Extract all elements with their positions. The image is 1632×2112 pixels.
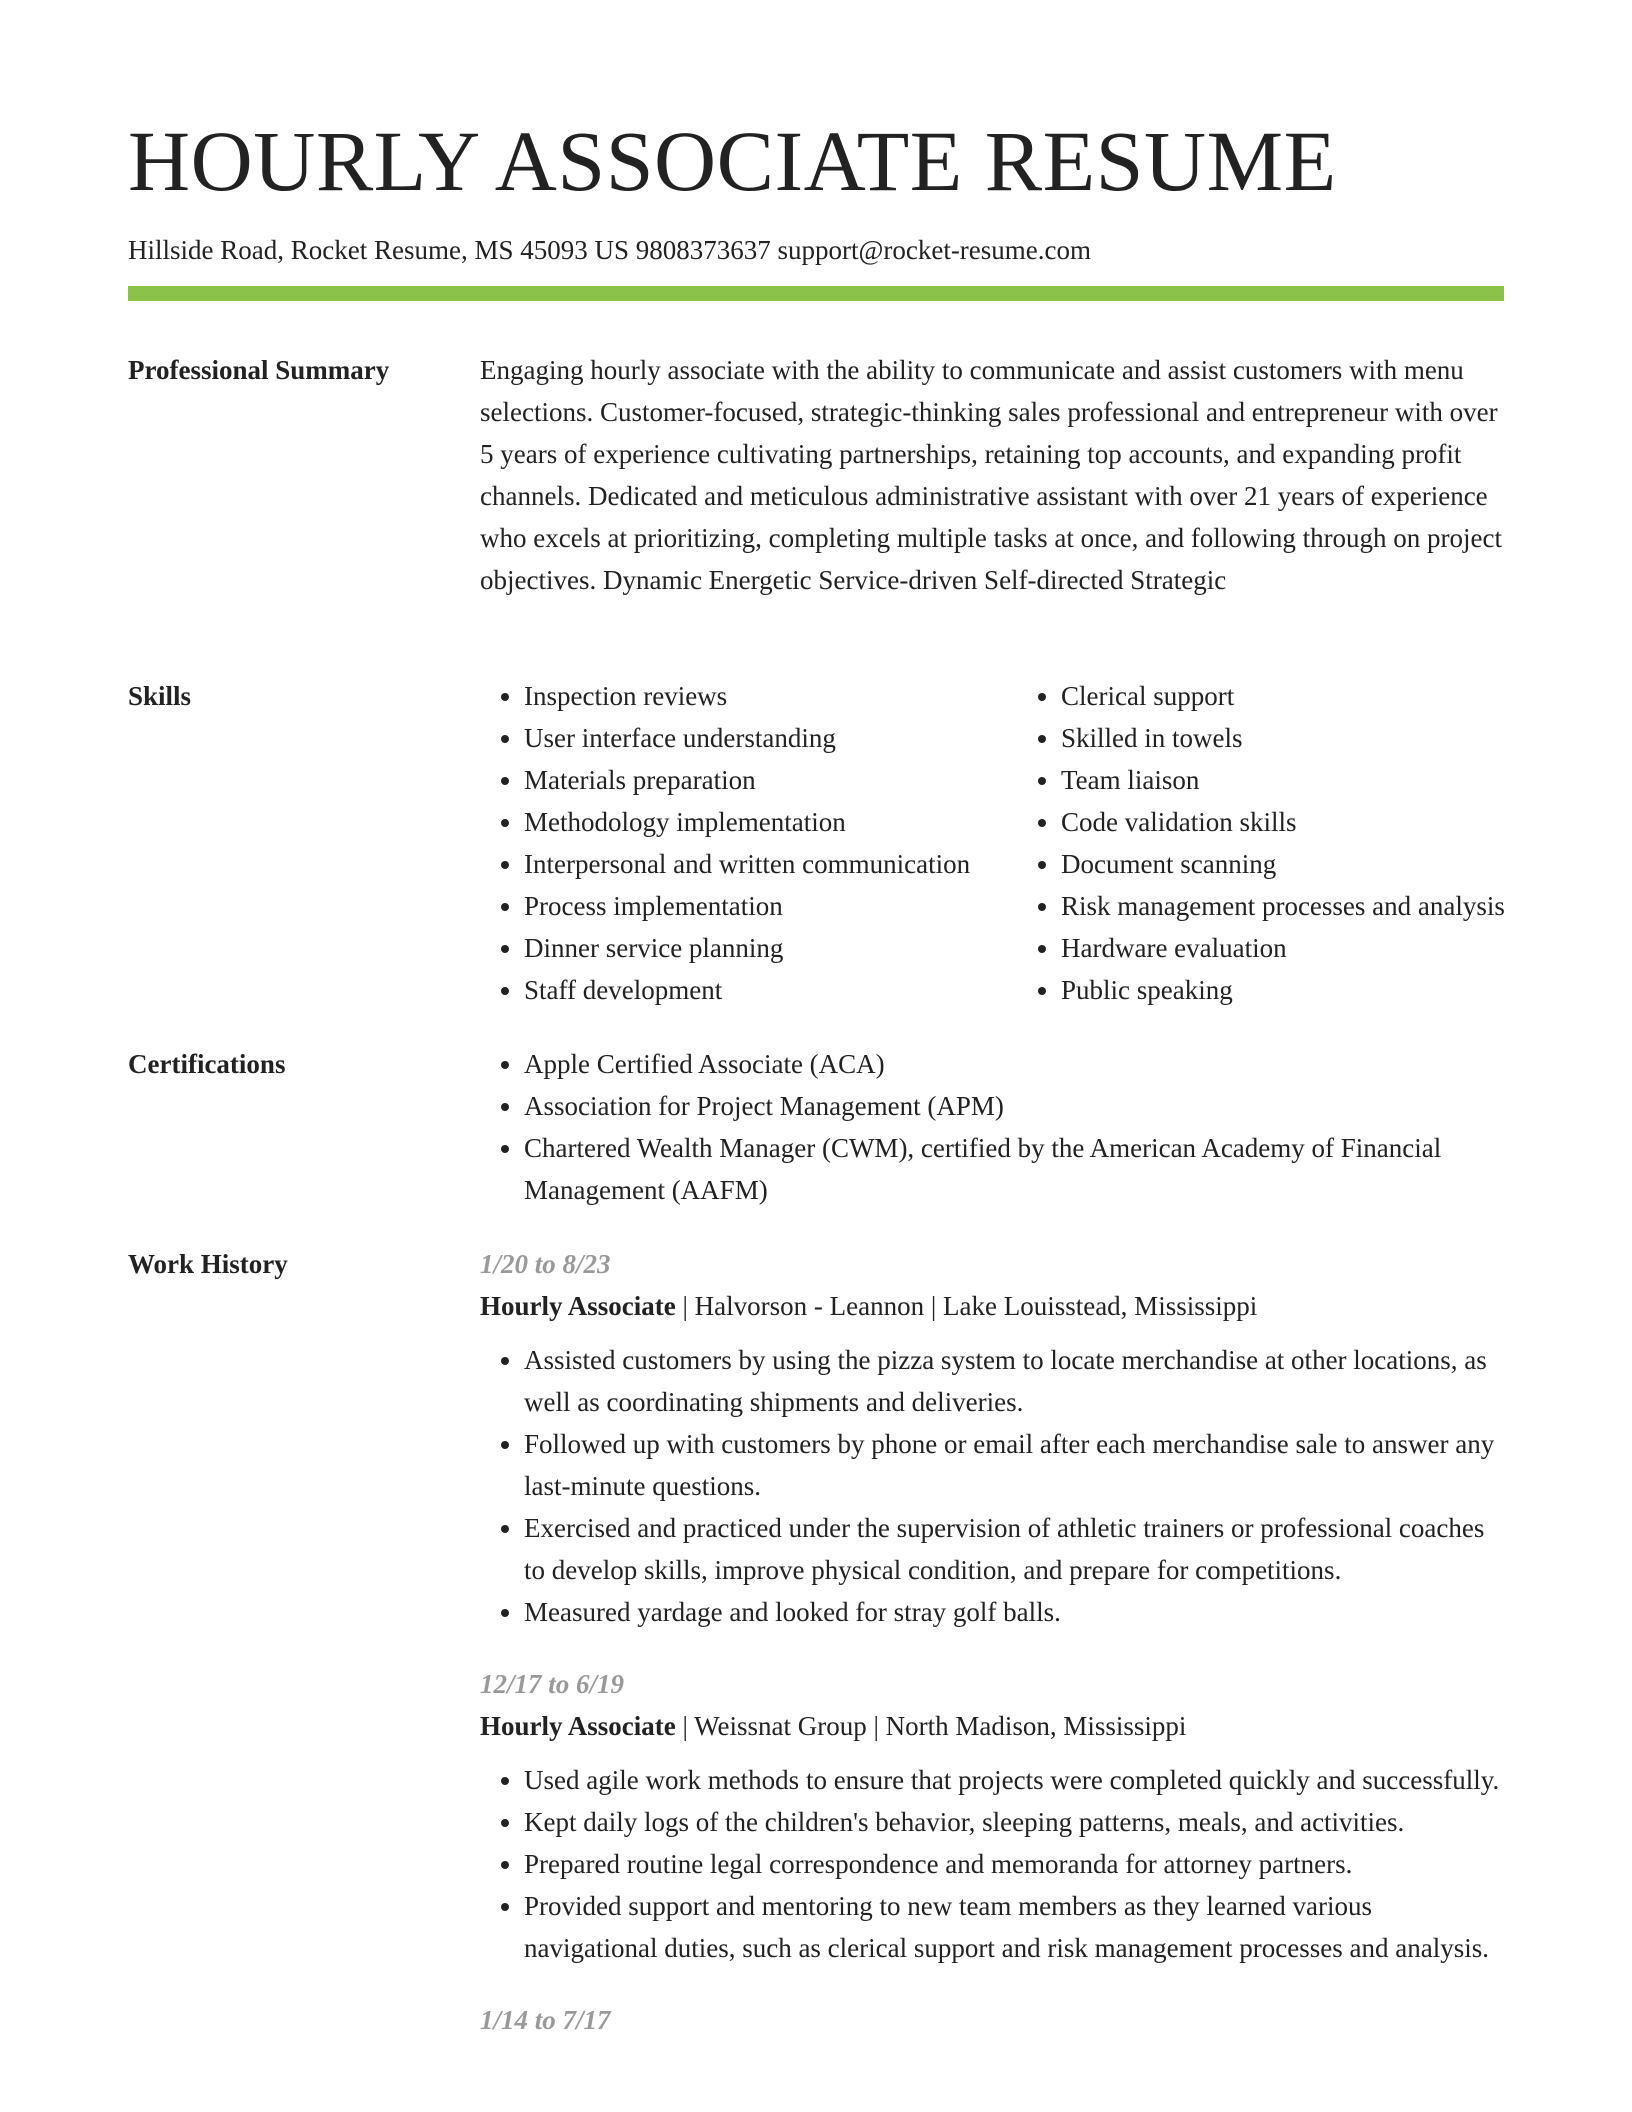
section-label: Work History xyxy=(128,1249,288,1279)
job-title: Hourly Associate xyxy=(480,1711,676,1741)
skill-item: • User interface understanding xyxy=(524,717,973,759)
certifications-list xyxy=(480,1043,1510,1211)
skill-item: • Materials preparation xyxy=(524,759,973,801)
job-bullet: • Measured yardage and looked for stray golf balls. xyxy=(524,1591,1510,1633)
skill-item: • Hardware evaluation xyxy=(1061,927,1510,969)
skill-item: • Code validation skills xyxy=(1061,801,1510,843)
job-bullet: • Exercised and practiced under the supervision of athletic trainers or professional coaches to develop skills, improve physical condition, and prepare for competitions. xyxy=(524,1507,1510,1591)
section-content xyxy=(480,1043,1510,1211)
skill-item: • Dinner service planning xyxy=(524,927,973,969)
certification-item: • Chartered Wealth Manager (CWM), certified by the American Academy of Financial Management (AAFM) xyxy=(524,1127,1510,1211)
skill-item: • Staff development xyxy=(524,969,973,1011)
job-entry xyxy=(480,1243,1510,1633)
job-heading xyxy=(480,1705,1510,1747)
section-content xyxy=(480,349,1510,601)
certification-item: • Apple Certified Associate (ACA) xyxy=(524,1043,1510,1085)
skill-item: • Interpersonal and written communication xyxy=(524,843,973,885)
job-details: | Halvorson - Leannon | Lake Louisstead, Mississippi xyxy=(675,1291,1258,1321)
skill-item: • Clerical support xyxy=(1061,675,1510,717)
job-entry xyxy=(480,1663,1510,1969)
job-bullet: • Kept daily logs of the children's behavior, sleeping patterns, meals, and activities. xyxy=(524,1801,1510,1843)
section-label: Skills xyxy=(128,681,192,711)
skill-item: • Process implementation xyxy=(524,885,973,927)
skill-item: • Document scanning xyxy=(1061,843,1510,885)
job-entry xyxy=(480,1999,1510,2041)
skills-list-right xyxy=(1017,675,1510,1011)
skills-columns xyxy=(480,675,1510,1011)
summary-text: Engaging hourly associate with the ability to communicate and assist customers with menu selections. Customer-focused, strategic-thinking sales professional and entrepreneur with over 5 years of experience cultivating partnerships, retaining top accounts, and expanding profit channels. Dedicated and meticulous administrative assistant with over 21 years of experience who excels at prioritizing, completing multiple tasks at once, and following through on project objectives. Dynamic Energetic Service-driven Self-directed Strategic xyxy=(480,355,1503,595)
section-content xyxy=(480,1243,1510,2071)
certification-item: • Association for Project Management (APM) xyxy=(524,1085,1510,1127)
job-dates: 1/14 to 7/17 xyxy=(480,2005,611,2035)
job-bullet: • Prepared routine legal correspondence and memoranda for attorney partners. xyxy=(524,1843,1510,1885)
skill-item: • Inspection reviews xyxy=(524,675,973,717)
contact-line: Hillside Road, Rocket Resume, MS 45093 US 9808373637 support@rocket-resume.com xyxy=(128,235,1092,265)
job-title: Hourly Associate xyxy=(480,1291,676,1321)
job-dates: 1/20 to 8/23 xyxy=(480,1249,611,1279)
job-details: | Weissnat Group | North Madison, Mississippi xyxy=(675,1711,1187,1741)
job-bullets xyxy=(480,1339,1510,1633)
job-bullet: • Provided support and mentoring to new team members as they learned various navigational duties, such as clerical support and risk management processes and analysis. xyxy=(524,1885,1510,1969)
section-label: Professional Summary xyxy=(128,355,390,385)
section-label: Certifications xyxy=(128,1049,286,1079)
resume-title: HOURLY ASSOCIATE RESUME xyxy=(128,113,1337,209)
job-bullet: • Used agile work methods to ensure that projects were completed quickly and successfully. xyxy=(524,1759,1510,1801)
job-bullet: • Followed up with customers by phone or email after each merchandise sale to answer any last-minute questions. xyxy=(524,1423,1510,1507)
skill-item: • Skilled in towels xyxy=(1061,717,1510,759)
job-dates: 12/17 to 6/19 xyxy=(480,1669,625,1699)
skill-item: • Team liaison xyxy=(1061,759,1510,801)
job-bullet: • Assisted customers by using the pizza system to locate merchandise at other locations, as well as coordinating shipments and deliveries. xyxy=(524,1339,1510,1423)
job-bullets xyxy=(480,1759,1510,1969)
job-heading xyxy=(480,1285,1510,1327)
skills-list-left xyxy=(480,675,973,1011)
header-divider xyxy=(128,286,1504,301)
skill-item: • Public speaking xyxy=(1061,969,1510,1011)
skill-item: • Risk management processes and analysis xyxy=(1061,885,1510,927)
skill-item: • Methodology implementation xyxy=(524,801,973,843)
